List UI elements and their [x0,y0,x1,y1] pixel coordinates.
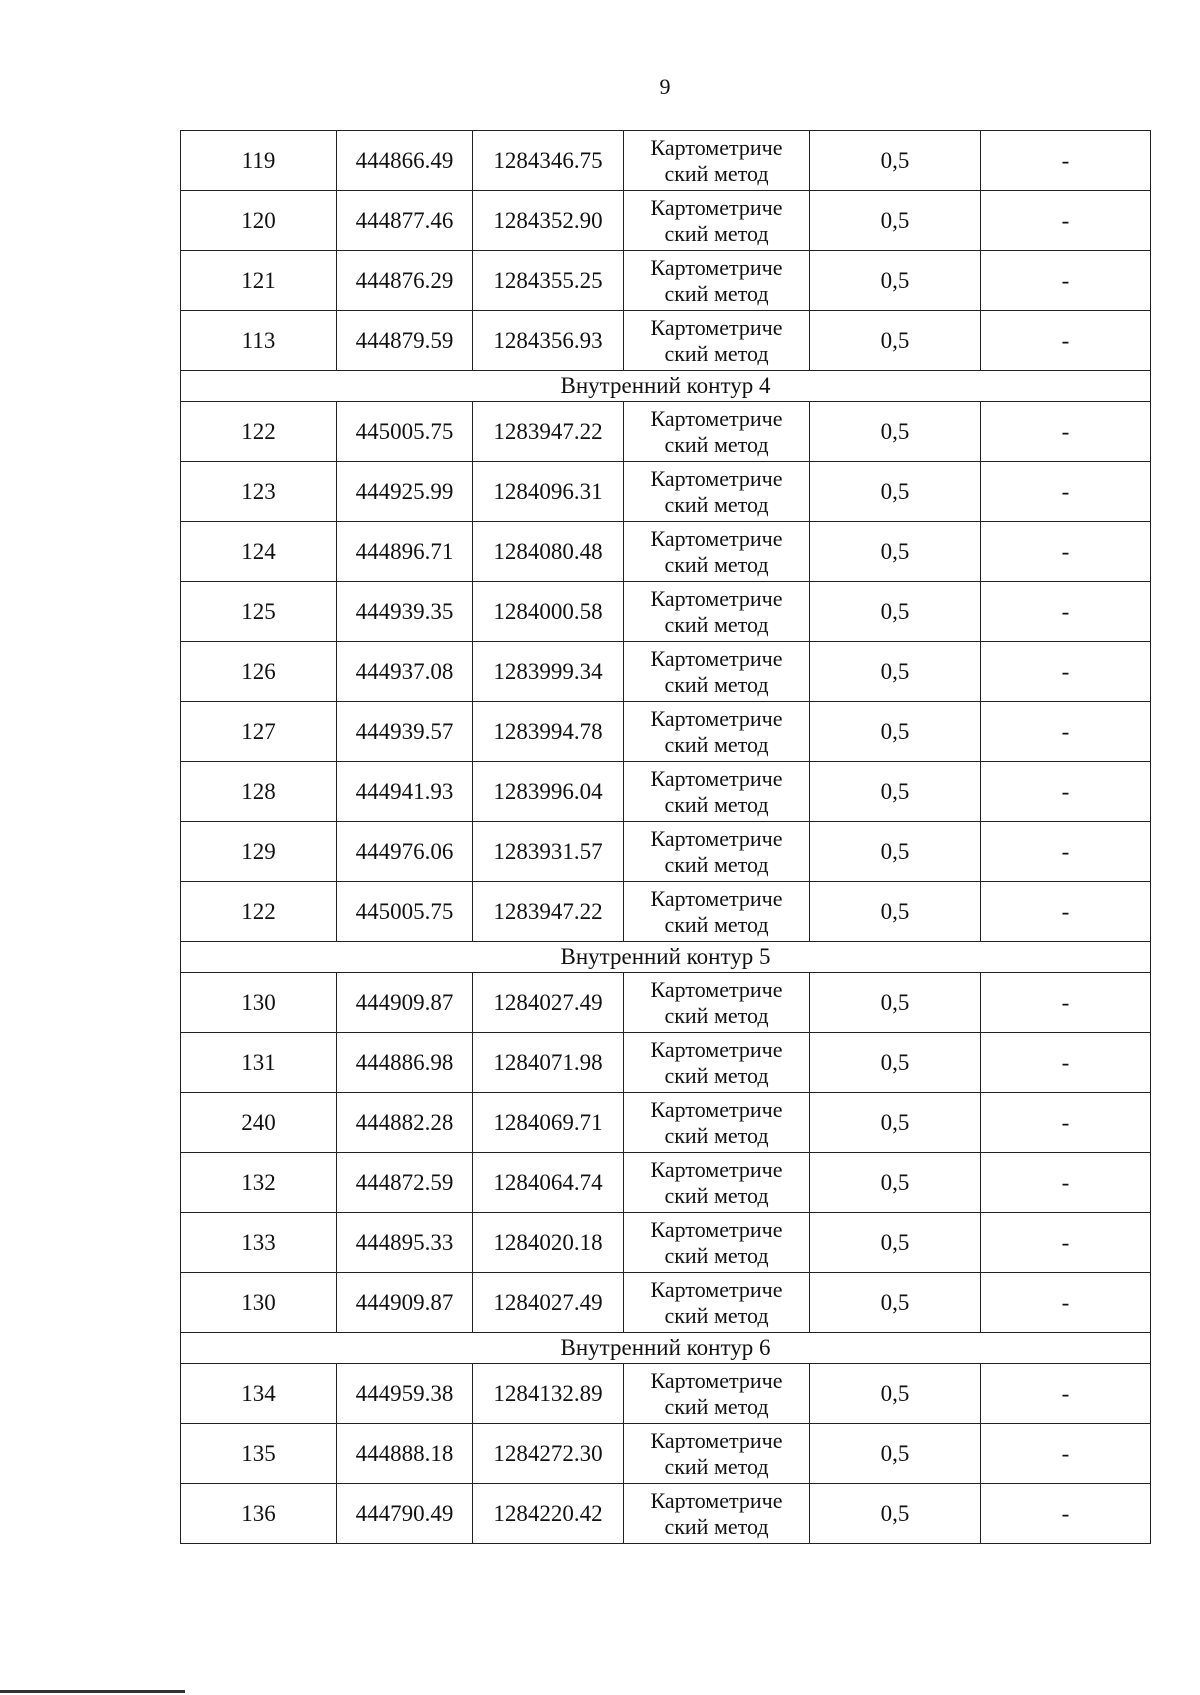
table-row [181,642,1151,702]
table-row [181,1093,1151,1153]
note-cell: - [981,1213,1151,1273]
table-row [181,1484,1151,1544]
table-row [181,582,1151,642]
method-line-2: ский метод [664,1002,769,1028]
point-number-cell: 122 [181,402,337,462]
point-number-cell: 125 [181,582,337,642]
section-header-row [181,942,1151,973]
y-coordinate-cell: 1284071.98 [473,1033,624,1093]
method-cell [624,642,810,702]
y-coordinate-cell: 1284027.49 [473,1273,624,1333]
note-cell: - [981,402,1151,462]
accuracy-cell: 0,5 [810,642,981,702]
method-cell [624,522,810,582]
y-coordinate-cell: 1284069.71 [473,1093,624,1153]
method-line-2: ский метод [664,791,769,817]
method-line-1: Картометриче [650,1096,783,1122]
point-number-cell: 113 [181,311,337,371]
y-coordinate-cell: 1284352.90 [473,191,624,251]
point-number-cell: 122 [181,882,337,942]
method-line-2: ский метод [664,1393,769,1419]
accuracy-cell: 0,5 [810,1033,981,1093]
note-cell: - [981,522,1151,582]
section-header-row [181,1333,1151,1364]
method-line-1: Картометриче [650,1276,783,1302]
method-line-2: ский метод [664,1122,769,1148]
table-row [181,522,1151,582]
accuracy-cell: 0,5 [810,522,981,582]
method-line-1: Картометриче [650,1487,783,1513]
note-cell: - [981,191,1151,251]
y-coordinate-cell: 1283996.04 [473,762,624,822]
x-coordinate-cell: 444909.87 [337,973,473,1033]
method-line-2: ский метод [664,1062,769,1088]
note-cell: - [981,702,1151,762]
x-coordinate-cell: 444937.08 [337,642,473,702]
note-cell: - [981,822,1151,882]
table-row [181,1033,1151,1093]
accuracy-cell: 0,5 [810,973,981,1033]
method-cell [624,131,810,191]
y-coordinate-cell: 1283994.78 [473,702,624,762]
table-row [181,402,1151,462]
method-line-2: ский метод [664,1453,769,1479]
scan-edge-mark [0,1690,185,1693]
method-line-1: Картометриче [650,1156,783,1182]
y-coordinate-cell: 1283947.22 [473,402,624,462]
method-line-1: Картометриче [650,976,783,1002]
method-line-2: ский метод [664,611,769,637]
method-line-1: Картометриче [650,1427,783,1453]
note-cell: - [981,1153,1151,1213]
table-row [181,702,1151,762]
accuracy-cell: 0,5 [810,822,981,882]
method-line-1: Картометриче [650,465,783,491]
table-row [181,973,1151,1033]
point-number-cell: 121 [181,251,337,311]
section-title: Внутренний контур 5 [181,942,1151,973]
method-line-1: Картометриче [650,1036,783,1062]
x-coordinate-cell: 444790.49 [337,1484,473,1544]
x-coordinate-cell: 444909.87 [337,1273,473,1333]
y-coordinate-cell: 1284346.75 [473,131,624,191]
section-header-row [181,371,1151,402]
point-number-cell: 133 [181,1213,337,1273]
coordinates-table [180,130,1151,1544]
method-line-1: Картометриче [650,705,783,731]
accuracy-cell: 0,5 [810,1093,981,1153]
method-line-1: Картометриче [650,825,783,851]
x-coordinate-cell: 444866.49 [337,131,473,191]
method-line-2: ский метод [664,1242,769,1268]
point-number-cell: 129 [181,822,337,882]
table-row [181,882,1151,942]
method-cell [624,1033,810,1093]
y-coordinate-cell: 1284064.74 [473,1153,624,1213]
y-coordinate-cell: 1284020.18 [473,1213,624,1273]
section-title: Внутренний контур 6 [181,1333,1151,1364]
x-coordinate-cell: 444976.06 [337,822,473,882]
y-coordinate-cell: 1284027.49 [473,973,624,1033]
method-line-2: ский метод [664,851,769,877]
accuracy-cell: 0,5 [810,1484,981,1544]
note-cell: - [981,1364,1151,1424]
method-line-1: Картометриче [650,194,783,220]
x-coordinate-cell: 444959.38 [337,1364,473,1424]
table-row [181,822,1151,882]
point-number-cell: 136 [181,1484,337,1544]
method-line-2: ский метод [664,671,769,697]
note-cell: - [981,762,1151,822]
y-coordinate-cell: 1283947.22 [473,882,624,942]
accuracy-cell: 0,5 [810,131,981,191]
method-line-2: ский метод [664,340,769,366]
method-line-2: ский метод [664,731,769,757]
accuracy-cell: 0,5 [810,1213,981,1273]
method-cell [624,1273,810,1333]
y-coordinate-cell: 1284220.42 [473,1484,624,1544]
page-number: 9 [659,74,671,99]
y-coordinate-cell: 1283999.34 [473,642,624,702]
note-cell: - [981,582,1151,642]
table-row [181,251,1151,311]
method-cell [624,191,810,251]
point-number-cell: 130 [181,1273,337,1333]
method-line-1: Картометриче [650,314,783,340]
y-coordinate-cell: 1284355.25 [473,251,624,311]
method-cell [624,1093,810,1153]
method-line-1: Картометриче [650,405,783,431]
x-coordinate-cell: 444886.98 [337,1033,473,1093]
point-number-cell: 128 [181,762,337,822]
x-coordinate-cell: 444895.33 [337,1213,473,1273]
method-cell [624,822,810,882]
y-coordinate-cell: 1284356.93 [473,311,624,371]
method-cell [624,1364,810,1424]
accuracy-cell: 0,5 [810,191,981,251]
method-cell [624,702,810,762]
point-number-cell: 127 [181,702,337,762]
method-line-2: ский метод [664,280,769,306]
note-cell: - [981,131,1151,191]
table-row [181,1273,1151,1333]
table-row [181,131,1151,191]
note-cell: - [981,1033,1151,1093]
note-cell: - [981,973,1151,1033]
y-coordinate-cell: 1284096.31 [473,462,624,522]
point-number-cell: 240 [181,1093,337,1153]
y-coordinate-cell: 1283931.57 [473,822,624,882]
point-number-cell: 120 [181,191,337,251]
note-cell: - [981,1484,1151,1544]
table-row [181,1424,1151,1484]
note-cell: - [981,251,1151,311]
method-cell [624,1484,810,1544]
point-number-cell: 124 [181,522,337,582]
x-coordinate-cell: 444939.35 [337,582,473,642]
table-row [181,311,1151,371]
method-line-2: ский метод [664,160,769,186]
method-cell [624,462,810,522]
x-coordinate-cell: 444888.18 [337,1424,473,1484]
table-row [181,191,1151,251]
method-cell [624,882,810,942]
section-title: Внутренний контур 4 [181,371,1151,402]
accuracy-cell: 0,5 [810,251,981,311]
accuracy-cell: 0,5 [810,462,981,522]
method-cell [624,973,810,1033]
x-coordinate-cell: 444939.57 [337,702,473,762]
accuracy-cell: 0,5 [810,582,981,642]
accuracy-cell: 0,5 [810,1153,981,1213]
table-row [181,1213,1151,1273]
x-coordinate-cell: 444896.71 [337,522,473,582]
point-number-cell: 119 [181,131,337,191]
accuracy-cell: 0,5 [810,1273,981,1333]
method-line-1: Картометриче [650,525,783,551]
table-row [181,762,1151,822]
point-number-cell: 130 [181,973,337,1033]
method-cell [624,1213,810,1273]
method-cell [624,311,810,371]
y-coordinate-cell: 1284132.89 [473,1364,624,1424]
method-line-2: ский метод [664,491,769,517]
method-line-1: Картометриче [650,765,783,791]
point-number-cell: 126 [181,642,337,702]
coordinates-table-body [181,131,1151,1544]
x-coordinate-cell: 444879.59 [337,311,473,371]
note-cell: - [981,311,1151,371]
table-row [181,1364,1151,1424]
method-line-2: ский метод [664,220,769,246]
note-cell: - [981,642,1151,702]
x-coordinate-cell: 444882.28 [337,1093,473,1153]
y-coordinate-cell: 1284000.58 [473,582,624,642]
note-cell: - [981,1093,1151,1153]
x-coordinate-cell: 444872.59 [337,1153,473,1213]
method-line-1: Картометриче [650,1367,783,1393]
x-coordinate-cell: 444925.99 [337,462,473,522]
method-line-1: Картометриче [650,1216,783,1242]
method-cell [624,1153,810,1213]
point-number-cell: 134 [181,1364,337,1424]
accuracy-cell: 0,5 [810,702,981,762]
point-number-cell: 132 [181,1153,337,1213]
y-coordinate-cell: 1284272.30 [473,1424,624,1484]
accuracy-cell: 0,5 [810,1364,981,1424]
method-line-2: ский метод [664,911,769,937]
accuracy-cell: 0,5 [810,402,981,462]
point-number-cell: 131 [181,1033,337,1093]
accuracy-cell: 0,5 [810,1424,981,1484]
accuracy-cell: 0,5 [810,762,981,822]
note-cell: - [981,882,1151,942]
x-coordinate-cell: 444877.46 [337,191,473,251]
method-line-2: ский метод [664,551,769,577]
note-cell: - [981,1273,1151,1333]
method-cell [624,402,810,462]
table-row [181,462,1151,522]
method-cell [624,582,810,642]
method-cell [624,251,810,311]
accuracy-cell: 0,5 [810,311,981,371]
x-coordinate-cell: 444876.29 [337,251,473,311]
method-cell [624,762,810,822]
accuracy-cell: 0,5 [810,882,981,942]
method-line-2: ский метод [664,431,769,457]
note-cell: - [981,1424,1151,1484]
method-line-2: ский метод [664,1513,769,1539]
method-line-1: Картометриче [650,254,783,280]
method-cell [624,1424,810,1484]
note-cell: - [981,462,1151,522]
x-coordinate-cell: 444941.93 [337,762,473,822]
x-coordinate-cell: 445005.75 [337,882,473,942]
method-line-1: Картометриче [650,585,783,611]
y-coordinate-cell: 1284080.48 [473,522,624,582]
method-line-1: Картометриче [650,134,783,160]
table-row [181,1153,1151,1213]
method-line-2: ский метод [664,1182,769,1208]
point-number-cell: 135 [181,1424,337,1484]
method-line-2: ский метод [664,1302,769,1328]
point-number-cell: 123 [181,462,337,522]
method-line-1: Картометриче [650,885,783,911]
method-line-1: Картометриче [650,645,783,671]
x-coordinate-cell: 445005.75 [337,402,473,462]
